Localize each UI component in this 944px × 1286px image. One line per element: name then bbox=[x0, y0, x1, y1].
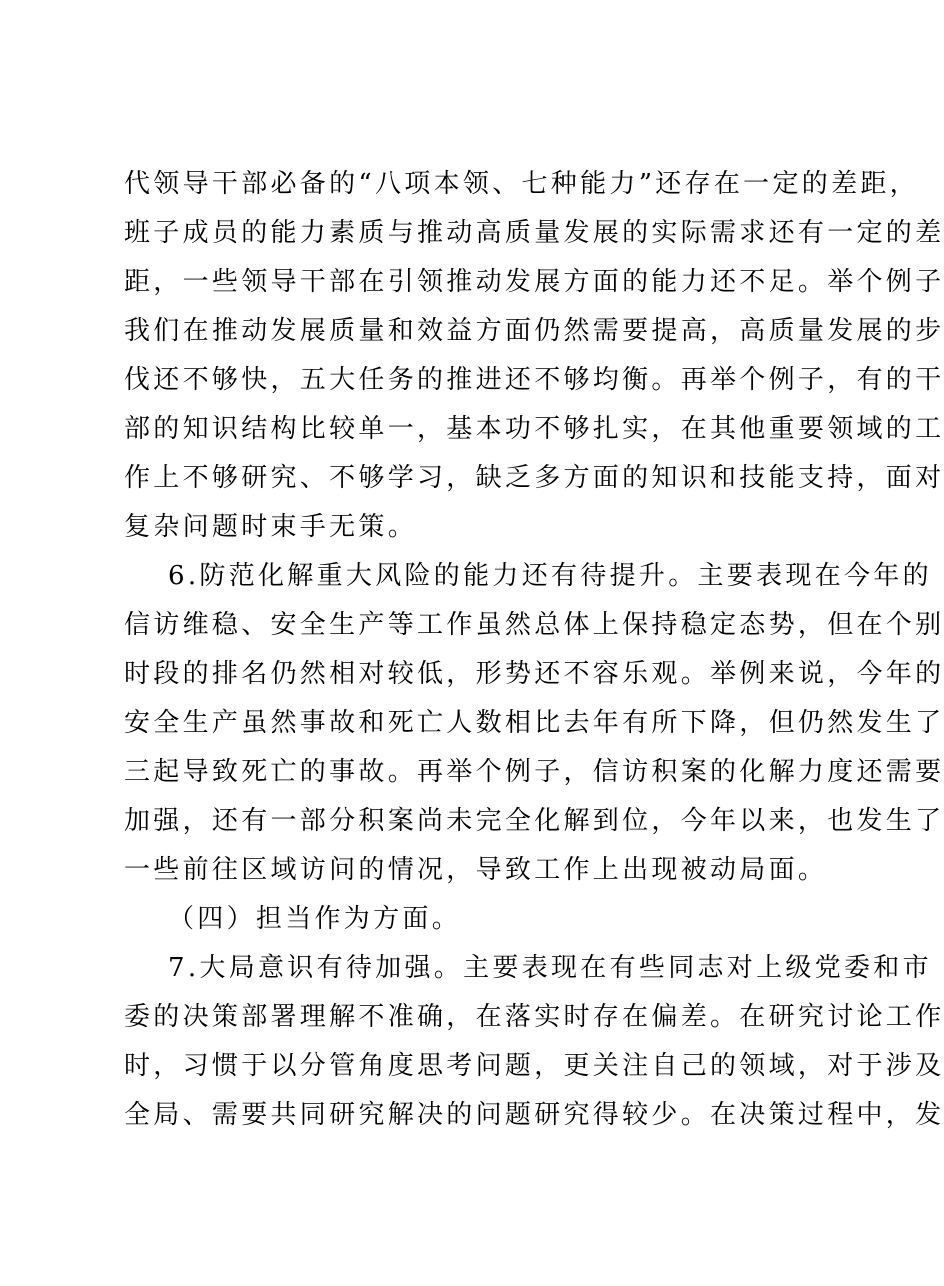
text-line: 三起导致死亡的事故。再举个例子，信访积案的化解力度还需要 bbox=[124, 757, 944, 787]
text-line: 伐还不够快，五大任务的推进还不够均衡。再举个例子，有的干 bbox=[124, 365, 944, 395]
text-line: 复杂问题时束手无策。 bbox=[124, 512, 418, 542]
text-line: 7.大局意识有待加强。主要表现在有些同志对上级党委和市 bbox=[168, 953, 932, 983]
text-line: 安全生产虽然事故和死亡人数相比去年有所下降，但仍然发生了 bbox=[124, 708, 944, 738]
text-line: （四）担当作为方面。 bbox=[168, 904, 462, 934]
text-line: 距，一些领导干部在引领推动发展方面的能力还不足。举个例子 bbox=[124, 267, 944, 297]
document-body bbox=[124, 160, 944, 1140]
text-line: 作上不够研究、不够学习，缺乏多方面的知识和技能支持，面对 bbox=[124, 463, 944, 493]
text-line: 班子成员的能力素质与推动高质量发展的实际需求还有一定的差 bbox=[124, 218, 944, 248]
text-line: 信访维稳、安全生产等工作虽然总体上保持稳定态势，但在个别 bbox=[124, 610, 944, 640]
text-line: 委的决策部署理解不准确，在落实时存在偏差。在研究讨论工作 bbox=[124, 1002, 944, 1032]
text-line: 代领导干部必备的“八项本领、七种能力”还存在一定的差距， bbox=[124, 169, 919, 199]
text-line: 6.防范化解重大风险的能力还有待提升。主要表现在今年的 bbox=[168, 561, 932, 591]
text-line: 加强，还有一部分积案尚未完全化解到位，今年以来，也发生了 bbox=[124, 806, 944, 836]
text-line: 全局、需要共同研究解决的问题研究得较少。在决策过程中，发 bbox=[124, 1100, 944, 1130]
text-line: 时，习惯于以分管角度思考问题，更关注自己的领域，对于涉及 bbox=[124, 1051, 944, 1081]
text-line: 部的知识结构比较单一，基本功不够扎实，在其他重要领域的工 bbox=[124, 414, 944, 444]
text-line: 一些前往区域访问的情况，导致工作上出现被动局面。 bbox=[124, 855, 828, 885]
text-line: 时段的排名仍然相对较低，形势还不容乐观。举例来说，今年的 bbox=[124, 659, 944, 689]
text-line: 我们在推动发展质量和效益方面仍然需要提高，高质量发展的步 bbox=[124, 316, 944, 346]
